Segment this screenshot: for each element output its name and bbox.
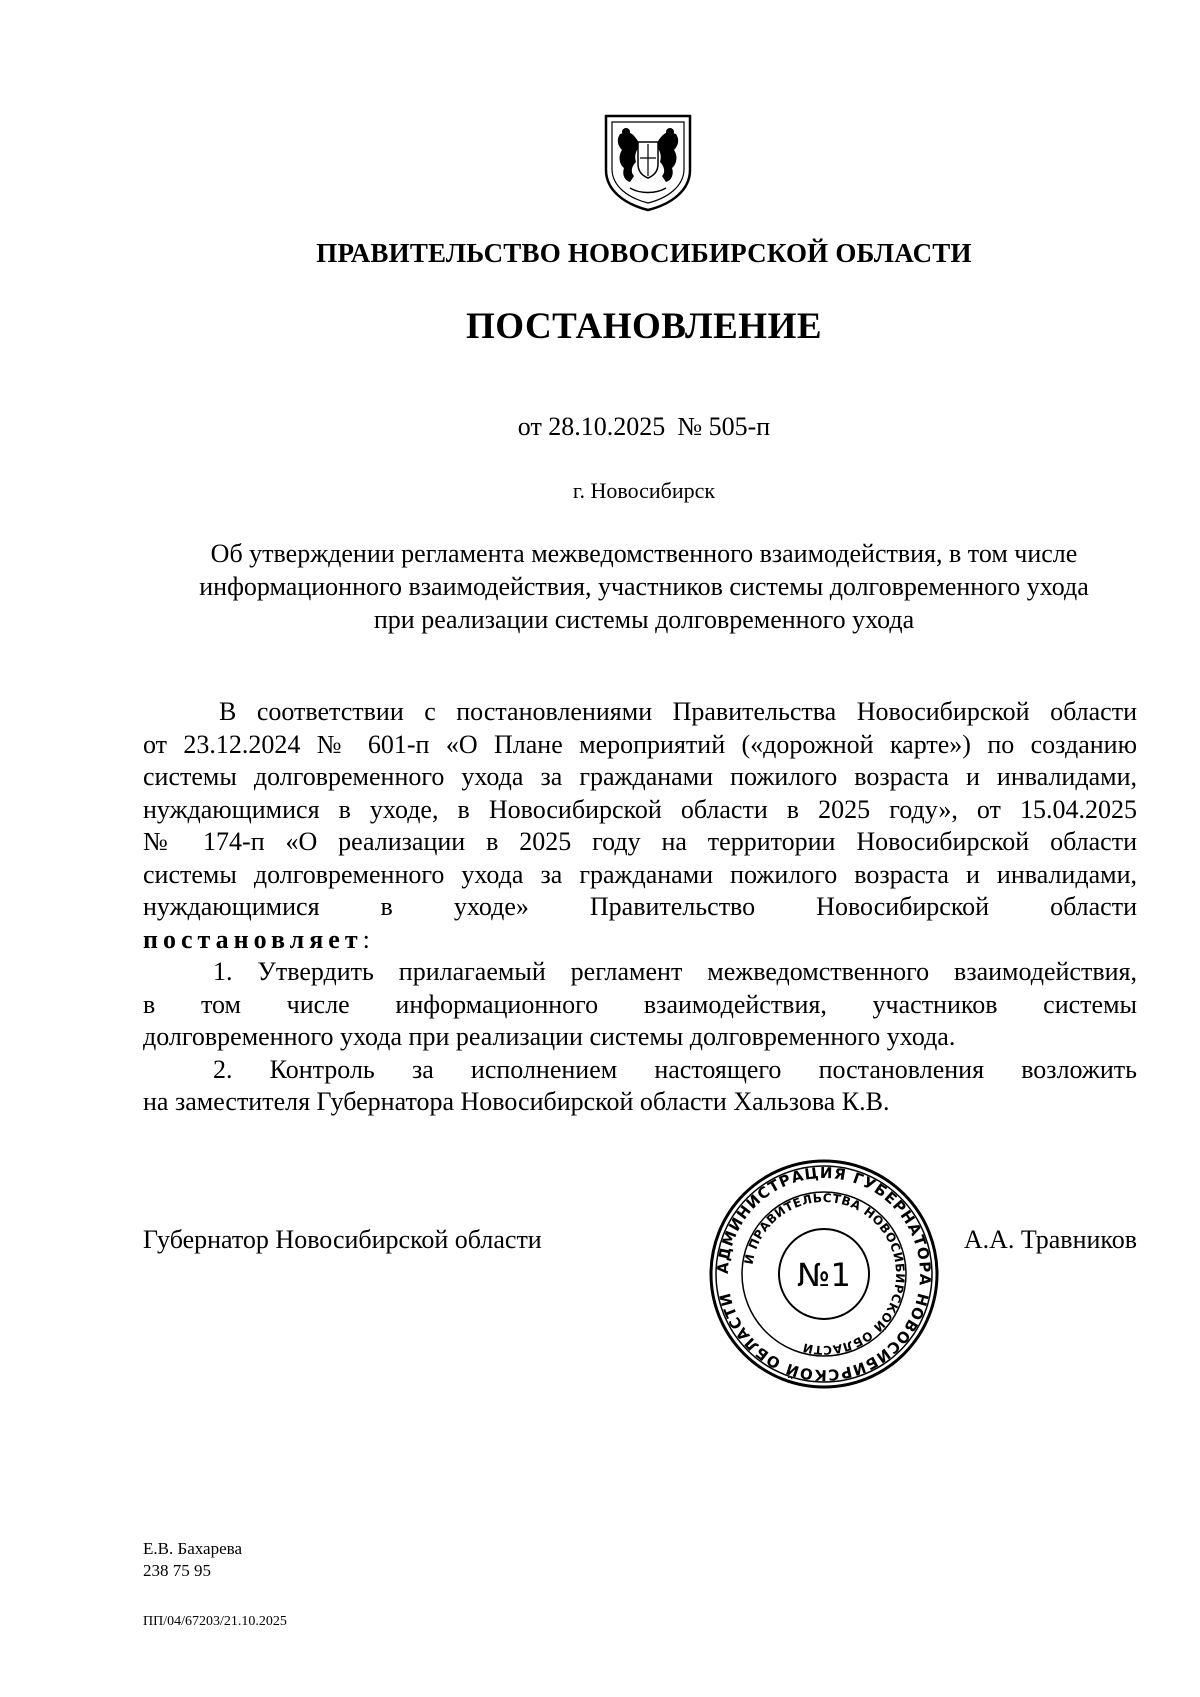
document-date-number <box>0 412 1200 442</box>
novosibirsk-coat-of-arms-icon <box>600 112 696 212</box>
item-1-line: долговременного ухода при реализации системы долговременного ухода. <box>143 1022 956 1051</box>
stamp-number: №1 <box>797 1256 851 1294</box>
document-city: г. Новосибирск <box>572 478 716 503</box>
subject-line: Об утверждении регламента межведомственного взаимодействия, в том числе <box>210 539 1078 568</box>
executor-phone: 238 75 95 <box>143 1561 211 1580</box>
document-reference: ПП/04/67203/21.10.2025 <box>143 1614 287 1629</box>
organization-title: ПРАВИТЕЛЬСТВО НОВОСИБИРСКОЙ ОБЛАСТИ <box>316 238 972 268</box>
preamble-line: № 174-п «О реализации в 2025 году на территории Новосибирской области <box>143 827 1137 856</box>
preamble-line: системы долговременного ухода за гражданами пожилого возраста и инвалидами, <box>143 859 1137 889</box>
executor-name: Е.В. Бахарева <box>143 1539 242 1558</box>
document-body <box>143 696 1137 1119</box>
document-subject <box>150 537 1138 636</box>
stamp-outer-text: АДМИНИСТРАЦИЯ ГУБЕРНАТОРА НОВОСИБИРСКОЙ ОБЛАСТИ <box>713 1163 935 1385</box>
subject-line: при реализации системы долговременного ухода <box>373 605 915 634</box>
subject-line: информационного взаимодействия, участников системы долговременного ухода <box>199 572 1089 601</box>
item-2-line: на заместителя Губернатора Новосибирской области Хальзова К.В. <box>143 1087 890 1116</box>
document-type-title: ПОСТАНОВЛЕНИЕ <box>465 306 823 347</box>
preamble-line: от 23.12.2024 № 601-п «О Плане мероприятий («дорожной карте») по созданию <box>143 729 1137 759</box>
official-stamp <box>708 1158 940 1390</box>
decree-word: постановляет <box>143 924 363 954</box>
document-date: от 28.10.2025 <box>517 412 666 441</box>
stamp-inner-text: И ПРАВИТЕЛЬСТВА НОВОСИБИРСКОЙ ОБЛАСТИ <box>741 1190 908 1358</box>
item-2-line: 2. Контроль за исполнением настоящего постановления возложить <box>213 1054 1137 1084</box>
decree-line <box>143 924 1137 957</box>
signatory-title: Губернатор Новосибирской области <box>143 1225 542 1254</box>
preamble-line: нуждающимися в уходе» Правительство Новосибирской области <box>143 892 1137 921</box>
executor-contact <box>143 1538 242 1582</box>
round-seal-icon <box>708 1158 940 1390</box>
coat-of-arms-emblem <box>600 112 696 212</box>
item-1-line: 1. Утвердить прилагаемый регламент межведомственного взаимодействия, <box>213 957 1137 986</box>
document-number: № 505-п <box>677 412 771 441</box>
decree-colon: : <box>362 924 370 954</box>
preamble-line: нуждающимися в уходе, в Новосибирской области в 2025 году», от 15.04.2025 <box>143 794 1137 824</box>
item-1-line: в том числе информационного взаимодействия, участников системы <box>143 989 1137 1019</box>
preamble-line: В соответствии с постановлениями Правительства Новосибирской области <box>219 697 1137 726</box>
signatory-name: А.А. Травников <box>963 1225 1137 1254</box>
preamble-line: системы долговременного ухода за гражданами пожилого возраста и инвалидами, <box>143 762 1137 791</box>
